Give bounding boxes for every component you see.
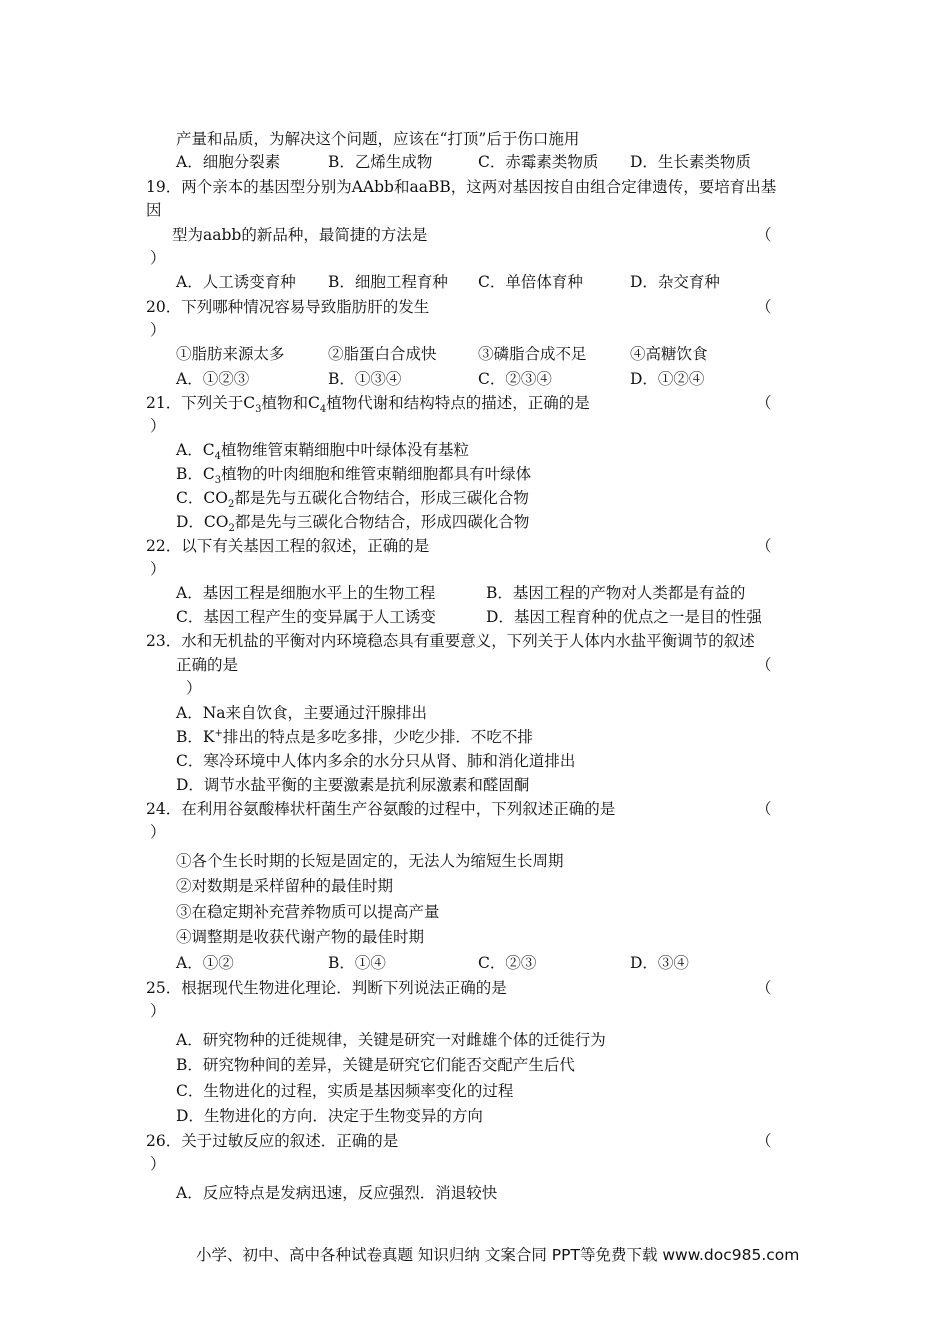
q22-option-d: D．基因工程育种的优点之一是目的性强: [486, 608, 762, 626]
q24-item-3: ③在稳定期补充营养物质可以提高产量: [176, 903, 440, 921]
q24-option-c: C．②③: [478, 954, 537, 972]
q20-option-d: D．①②④: [630, 370, 705, 388]
q22-stem: 22．以下有关基因工程的叙述，正确的是: [146, 537, 430, 555]
q19-option-c: C．单倍体育种: [478, 273, 583, 291]
q25-option-b: B．研究物种间的差异，关键是研究它们能否交配产生后代: [176, 1056, 575, 1074]
q19-option-b: B．细胞工程育种: [328, 273, 448, 291]
q20-item-2: ②脂蛋白合成快: [328, 345, 437, 363]
q20-item-1: ①脂肪来源太多: [176, 345, 285, 363]
q21-answer-paren-open: （: [756, 394, 772, 412]
q20-answer-paren-close: ）: [150, 321, 166, 339]
q19-option-a: A．人工诱变育种: [176, 273, 296, 291]
q25-option-a: A．研究物种的迁徙规律，关键是研究一对雌雄个体的迁徙行为: [176, 1031, 606, 1049]
q18-option-c: C．赤霉素类物质: [478, 153, 599, 171]
q21-option-c: C．$CO_2$都是先与五碳化合物结合，形成三碳化合物: [176, 489, 529, 511]
q18-option-a: A．细胞分裂素: [176, 153, 281, 171]
q24-item-4: ④调整期是收获代谢产物的最佳时期: [176, 928, 425, 946]
q19-answer-paren-open: （: [756, 226, 772, 244]
q24-answer-paren-open: （: [756, 800, 772, 818]
q23-answer-paren-close: ）: [186, 679, 202, 697]
q21-option-b: B．$C_3$植物的叶肉细胞和维管束鞘细胞都具有叶绿体: [176, 465, 532, 487]
q24-item-2: ②对数期是采样留种的最佳时期: [176, 877, 394, 895]
q19-stem-line1: 19．两个亲本的基因型分别为AAbb和aaBB，这两对基因按自由组合定律遗传，要培育出基: [146, 178, 777, 196]
q24-item-1: ①各个生长时期的长短是固定的，无法人为缩短生长周期: [176, 852, 564, 870]
q25-option-d: D．生物进化的方向．决定于生物变异的方向: [176, 1107, 483, 1125]
q22-answer-paren-open: （: [756, 537, 772, 555]
q22-option-c: C．基因工程产生的变异属于人工诱变: [176, 608, 436, 626]
q20-item-4: ④高糖饮食: [630, 345, 708, 363]
q19-answer-paren-close: ）: [150, 249, 166, 267]
q25-answer-paren-open: （: [756, 979, 772, 997]
q19-option-d: D．杂交育种: [630, 273, 720, 291]
q19-stem-wrap: 因: [146, 201, 162, 219]
q19-stem-line2: 型为aabb的新品种，最简捷的方法是: [172, 226, 428, 244]
q25-stem: 25．根据现代生物进化理论．判断下列说法正确的是: [146, 979, 507, 997]
q24-answer-paren-close: ）: [150, 823, 166, 841]
q20-item-3: ③磷脂合成不足: [478, 345, 587, 363]
q23-answer-paren-open: （: [756, 656, 772, 674]
q25-answer-paren-close: ）: [150, 1002, 166, 1020]
q24-option-b: B．①④: [328, 954, 386, 972]
q26-stem: 26．关于过敏反应的叙述．正确的是: [146, 1132, 399, 1150]
q26-answer-paren-open: （: [756, 1132, 772, 1150]
q23-stem-line2: 正确的是: [176, 656, 239, 674]
q23-option-c: C．寒冷环境中人体内多余的水分只从肾、肺和消化道排出: [176, 752, 576, 770]
q21-option-a: A．$C_4$植物维管束鞘细胞中叶绿体没有基粒: [176, 441, 469, 463]
q21-option-d: D．$CO_2$都是先与三碳化合物结合，形成四碳化合物: [176, 513, 530, 535]
q21-stem: 21．下列关于$C_3$植物和$C_4$植物代谢和结构特点的描述，正确的是: [146, 394, 590, 416]
q24-option-d: D．③④: [630, 954, 689, 972]
q20-answer-paren-open: （: [756, 298, 772, 316]
q22-option-a: A．基因工程是细胞水平上的生物工程: [176, 584, 436, 602]
q20-option-c: C．②③④: [478, 370, 552, 388]
q22-option-b: B．基因工程的产物对人类都是有益的: [486, 584, 746, 602]
q22-answer-paren-close: ）: [150, 560, 166, 578]
page-footer: 小学、初中、高中各种试卷真题 知识归纳 文案合同 PPT等免费下载 www.doc985.com: [196, 1246, 800, 1264]
q24-option-a: A．①②: [176, 954, 234, 972]
q23-option-d: D．调节水盐平衡的主要激素是抗利尿激素和醛固酮: [176, 776, 530, 794]
q18-stem-continuation: 产量和品质，为解决这个问题，应该在“打顶”后于伤口施用: [176, 130, 580, 148]
q26-answer-paren-close: ）: [150, 1155, 166, 1173]
q20-stem: 20．下列哪种情况容易导致脂肪肝的发生: [146, 298, 430, 316]
q21-answer-paren-close: ）: [150, 417, 166, 435]
q23-stem-line1: 23．水和无机盐的平衡对内环境稳态具有重要意义，下列关于人体内水盐平衡调节的叙述: [146, 632, 755, 650]
q20-option-b: B．①③④: [328, 370, 402, 388]
q23-option-a: A．Na来自饮食，主要通过汗腺排出: [176, 704, 427, 722]
q18-option-b: B．乙烯生成物: [328, 153, 433, 171]
q26-option-a: A．反应特点是发病迅速，反应强烈．消退较快: [176, 1184, 498, 1202]
q23-option-b: B．K+排出的特点是多吃多排，少吃少排．不吃不排: [176, 727, 533, 746]
q20-option-a: A．①②③: [176, 370, 250, 388]
q24-stem: 24．在利用谷氨酸棒状杆菌生产谷氨酸的过程中，下列叙述正确的是: [146, 800, 616, 818]
q25-option-c: C．生物进化的过程，实质是基因频率变化的过程: [176, 1082, 514, 1100]
q18-option-d: D．生长素类物质: [630, 153, 751, 171]
